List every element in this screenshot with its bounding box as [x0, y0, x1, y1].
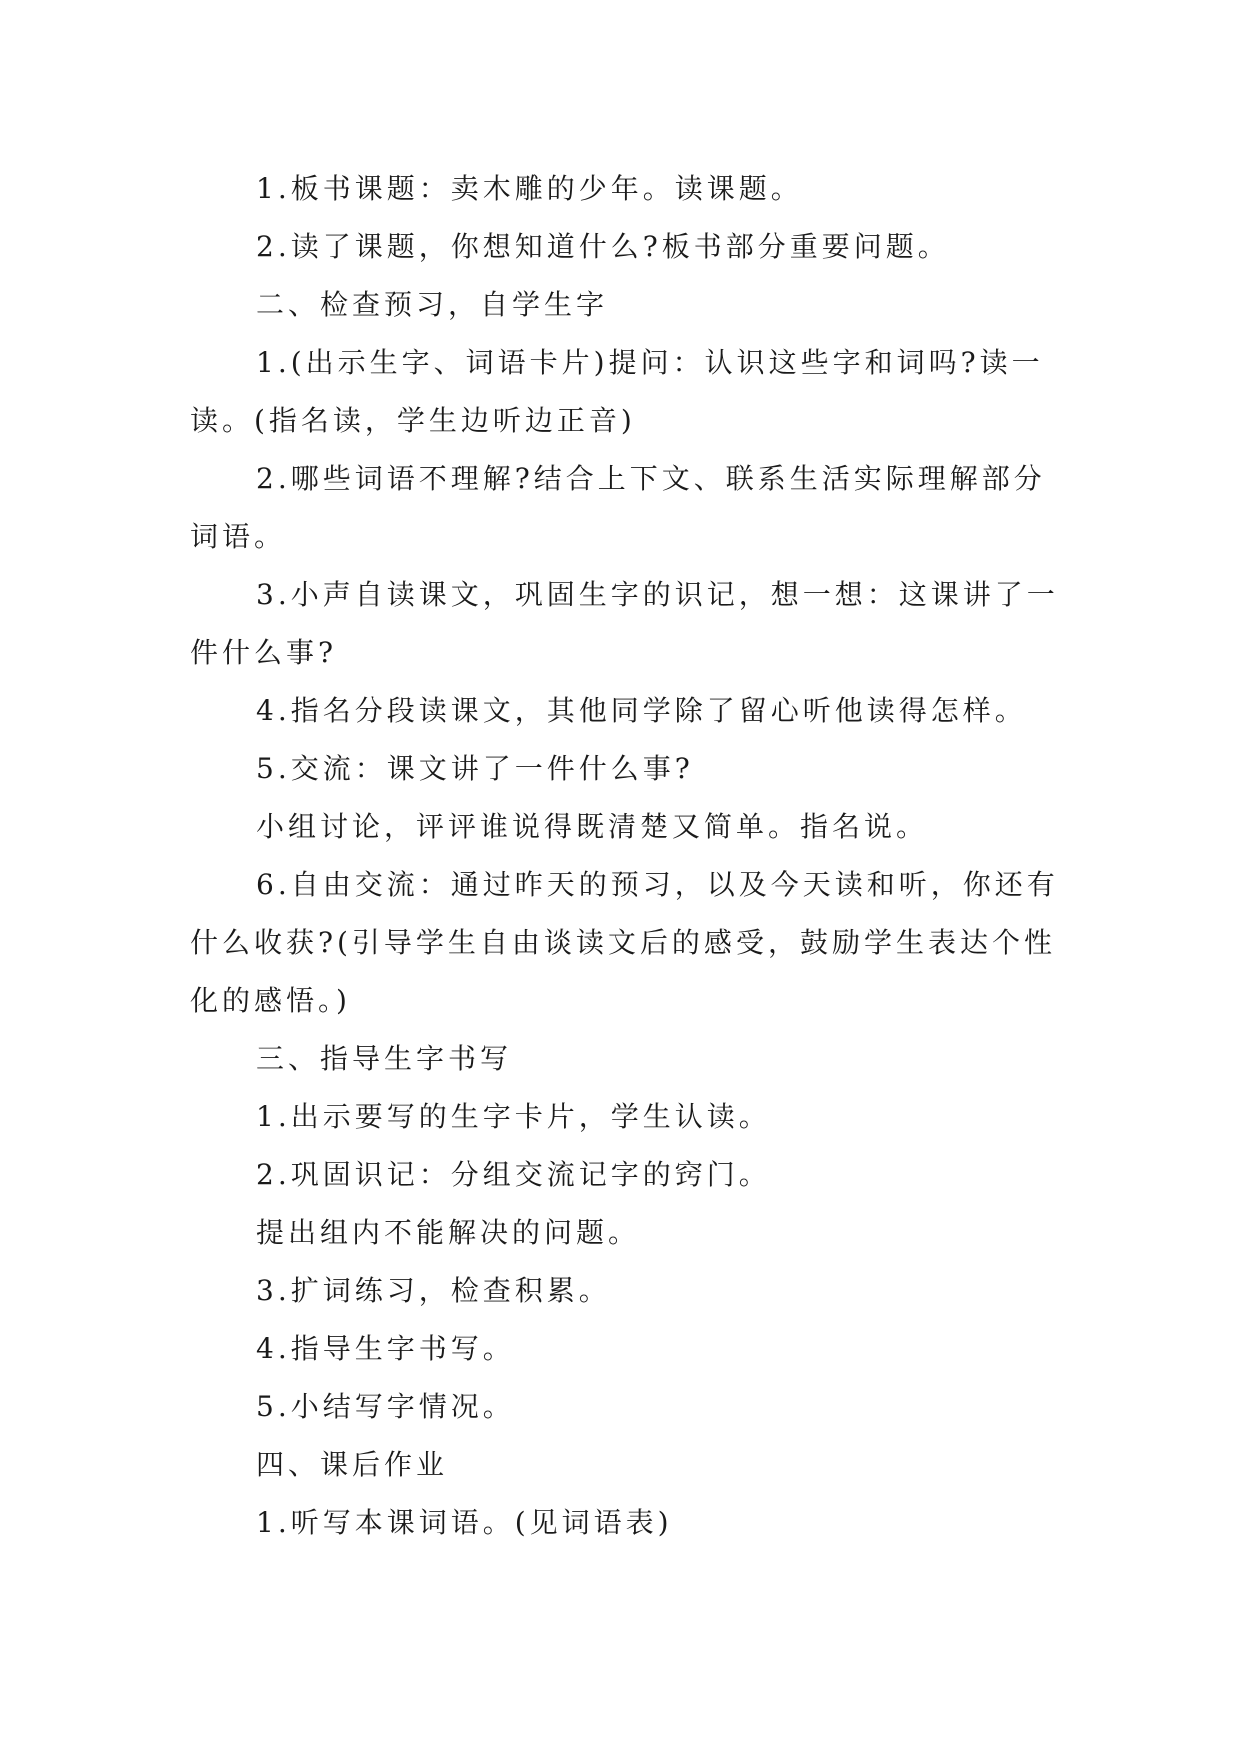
- section-heading-preview: 二、检查预习，自学生字: [256, 288, 609, 321]
- paragraph-group-discussion: 小组讨论，评评谁说得既清楚又简单。指名说。: [256, 810, 929, 843]
- paragraph-free-exchange: 6.自由交流：通过昨天的预习，以及今天读和听，你还有什么收获?(引导学生自由谈读文后的感受，鼓励学生表达个性化的感悟。): [190, 868, 1059, 1017]
- paragraph-word-expansion: 3.扩词练习，检查积累。: [256, 1274, 611, 1307]
- paragraph-section-reading: 4.指名分段读课文，其他同学除了留心听他读得怎样。: [256, 694, 1027, 727]
- paragraph-dictation: 1.听写本课词语。(见词语表): [256, 1506, 673, 1539]
- paragraph-summary: 5.小结写字情况。: [256, 1390, 515, 1423]
- paragraph-word-cards: 1.(出示生字、词语卡片)提问：认识这些字和词吗?读一读。(指名读，学生边听边正音): [190, 346, 1044, 437]
- paragraph-silent-reading: 3.小声自读课文，巩固生字的识记，想一想：这课讲了一件什么事?: [190, 578, 1059, 669]
- paragraph-guide-writing: 4.指导生字书写。: [256, 1332, 515, 1365]
- paragraph-exchange: 5.交流：课文讲了一件什么事?: [256, 752, 694, 785]
- paragraph-understand-words: 2.哪些词语不理解?结合上下文、联系生活实际理解部分词语。: [190, 462, 1046, 553]
- document-body: [190, 160, 1070, 1552]
- paragraph-show-cards: 1.出示要写的生字卡片，学生认读。: [256, 1100, 771, 1133]
- paragraph-board-title: 1.板书课题：卖木雕的少年。读课题。: [256, 172, 803, 205]
- section-heading-homework: 四、课后作业: [256, 1448, 449, 1481]
- section-heading-writing: 三、指导生字书写: [256, 1042, 513, 1075]
- paragraph-read-title: 2.读了课题，你想知道什么?板书部分重要问题。: [256, 230, 950, 263]
- paragraph-raise-problems: 提出组内不能解决的问题。: [256, 1216, 641, 1249]
- paragraph-consolidate: 2.巩固识记：分组交流记字的窍门。: [256, 1158, 771, 1191]
